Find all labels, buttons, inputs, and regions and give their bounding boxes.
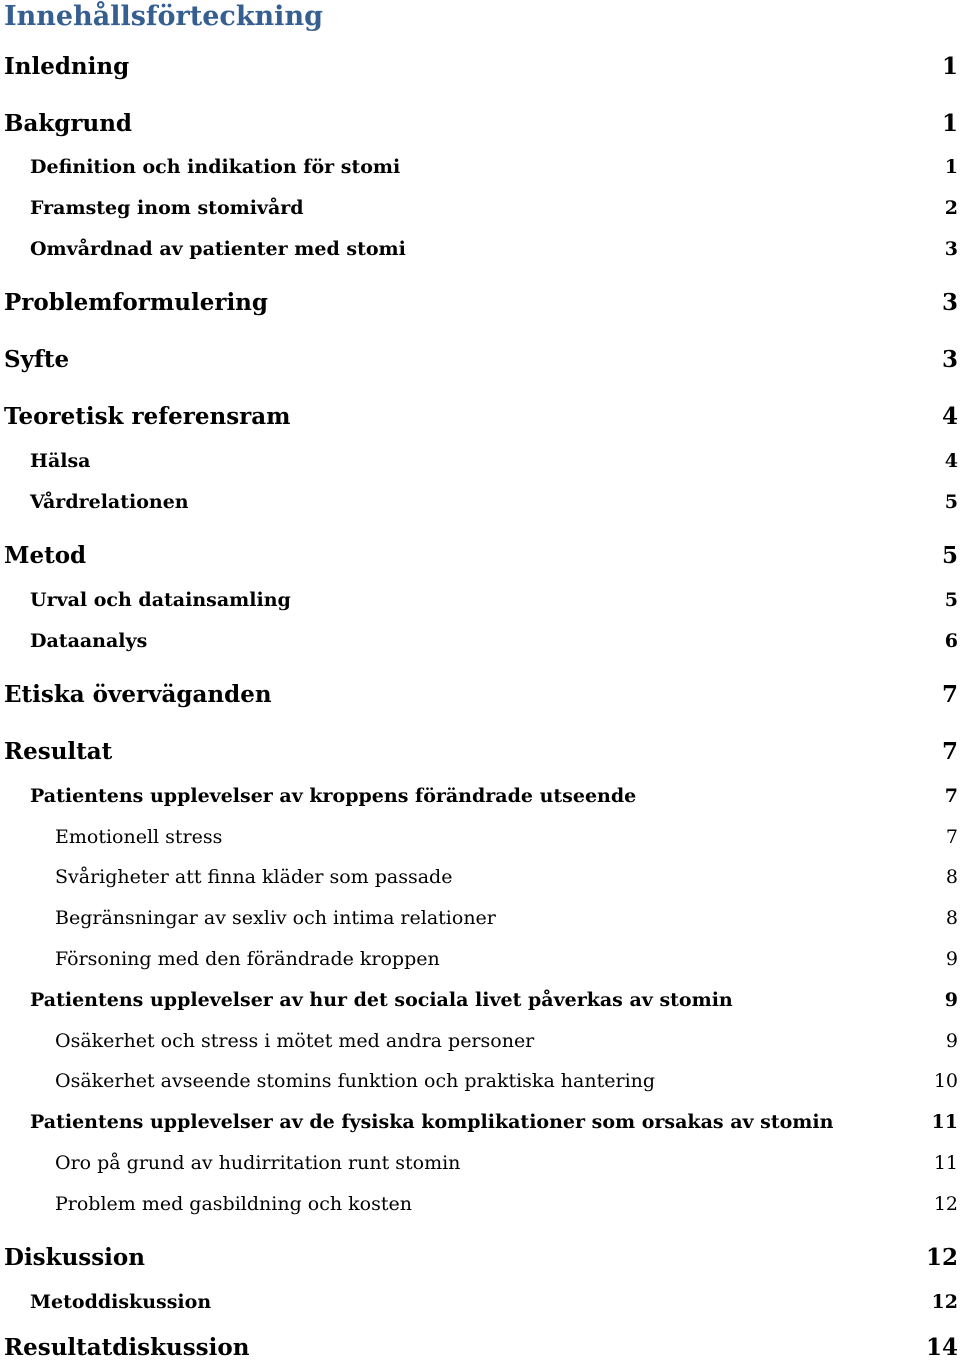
toc-entry-label: Etiska överväganden [4, 681, 272, 708]
toc-entry-label: Dataanalys [30, 630, 148, 652]
toc-entry-page: 7 [944, 785, 958, 807]
toc-entry-page: 5 [941, 542, 958, 569]
toc-entry-page: 12 [933, 1193, 958, 1215]
toc-entry-label: Vårdrelationen [30, 491, 189, 513]
toc-entry-diskussion[interactable] [0, 1243, 960, 1273]
toc-entry-label: Teoretisk referensram [4, 403, 291, 430]
toc-entry-emotionell-stress[interactable] [0, 822, 960, 852]
toc-entry-label: Emotionell stress [55, 826, 223, 848]
toc-entry-metod[interactable] [0, 541, 960, 571]
toc-entry-label: Patientens upplevelser av de fysiska komplikationer som orsakas av stomin [30, 1111, 834, 1133]
toc-entry-omvardnad[interactable] [0, 234, 960, 264]
toc-entry-label: Patientens upplevelser av hur det sociala livet påverkas av stomin [30, 989, 733, 1011]
toc-entry-label: Resultat [4, 738, 113, 765]
toc-entry-label: Begränsningar av sexliv och intima relationer [55, 907, 496, 929]
toc-entry-label: Oro på grund av hudirritation runt stomin [55, 1152, 461, 1174]
toc-entry-page: 11 [931, 1111, 958, 1133]
toc-entry-label: Problemformulering [4, 289, 268, 316]
toc-entry-fysiska-komplikationer[interactable] [0, 1107, 960, 1137]
toc-entry-label: Hälsa [30, 450, 91, 472]
toc-entry-label: Bakgrund [4, 110, 133, 137]
toc-entry-page: 4 [941, 403, 958, 430]
toc-entry-sociala-livet[interactable] [0, 985, 960, 1015]
toc-entry-label: Syfte [4, 346, 70, 373]
toc-entry-resultatdiskussion[interactable] [0, 1333, 960, 1363]
toc-entry-page: 12 [925, 1244, 958, 1271]
toc-entry-label: Diskussion [4, 1244, 145, 1271]
toc-entry-label: Urval och datainsamling [30, 589, 291, 611]
toc-entry-page: 1 [941, 53, 958, 80]
toc-entry-label: Osäkerhet avseende stomins funktion och praktiska hantering [55, 1070, 656, 1092]
toc-entry-dataanalys[interactable] [0, 626, 960, 656]
toc-entry-page: 5 [944, 589, 958, 611]
toc-entry-kroppens-utseende[interactable] [0, 781, 960, 811]
toc-entry-osakerhet-funktion[interactable] [0, 1066, 960, 1096]
toc-entry-halsa[interactable] [0, 446, 960, 476]
toc-entry-label: Resultatdiskussion [4, 1334, 250, 1361]
toc-entry-syfte[interactable] [0, 345, 960, 375]
toc-entry-page: 4 [944, 450, 958, 472]
toc-entry-resultat[interactable] [0, 737, 960, 767]
toc-entry-page: 5 [944, 491, 958, 513]
toc-entry-label: Inledning [4, 53, 130, 80]
toc-entry-teoretisk-referensram[interactable] [0, 402, 960, 432]
toc-entry-page: 1 [944, 156, 958, 178]
toc-entry-page: 9 [945, 948, 958, 970]
toc-entry-forsoning[interactable] [0, 944, 960, 974]
toc-entry-label: Framsteg inom stomivård [30, 197, 304, 219]
toc-entry-gasbildning[interactable] [0, 1189, 960, 1219]
toc-entry-problemformulering[interactable] [0, 288, 960, 318]
toc-entry-label: Försoning med den förändrade kroppen [55, 948, 440, 970]
toc-entry-page: 11 [933, 1152, 958, 1174]
toc-entry-label: Osäkerhet och stress i mötet med andra personer [55, 1030, 535, 1052]
toc-entry-page: 1 [941, 110, 958, 137]
toc-entry-page: 3 [941, 346, 958, 373]
toc-entry-hudirritation[interactable] [0, 1148, 960, 1178]
toc-entry-page: 12 [931, 1291, 958, 1313]
toc-entry-page: 3 [941, 289, 958, 316]
toc-entry-framsteg[interactable] [0, 193, 960, 223]
toc-entry-label: Definition och indikation för stomi [30, 156, 401, 178]
toc-entry-page: 8 [945, 907, 958, 929]
toc-title: Innehållsförteckning [4, 1, 323, 32]
toc-entry-page: 2 [944, 197, 958, 219]
toc-entry-label: Metod [4, 542, 87, 569]
toc-entry-page: 8 [945, 866, 958, 888]
toc-entry-page: 3 [944, 238, 958, 260]
toc-entry-page: 7 [941, 738, 958, 765]
toc-entry-page: 9 [944, 989, 958, 1011]
toc-entry-page: 6 [944, 630, 958, 652]
toc-entry-label: Omvårdnad av patienter med stomi [30, 238, 406, 260]
toc-entry-vardrelationen[interactable] [0, 487, 960, 517]
toc-entry-metoddiskussion[interactable] [0, 1287, 960, 1317]
toc-entry-label: Problem med gasbildning och kosten [55, 1193, 412, 1215]
toc-entry-page: 7 [945, 826, 958, 848]
toc-entry-urval[interactable] [0, 585, 960, 615]
toc-entry-page: 7 [941, 681, 958, 708]
toc-entry-label: Patientens upplevelser av kroppens förändrade utseende [30, 785, 637, 807]
toc-entry-label: Svårigheter att finna kläder som passade [55, 866, 453, 888]
toc-entry-page: 10 [933, 1070, 958, 1092]
toc-entry-klader[interactable] [0, 862, 960, 892]
toc-entry-page: 14 [925, 1334, 958, 1361]
toc-entry-osakerhet-motet[interactable] [0, 1026, 960, 1056]
toc-entry-etiska[interactable] [0, 680, 960, 710]
toc-entry-label: Metoddiskussion [30, 1291, 212, 1313]
toc-entry-definition[interactable] [0, 152, 960, 182]
toc-entry-sexliv[interactable] [0, 903, 960, 933]
toc-entry-page: 9 [945, 1030, 958, 1052]
toc-entry-bakgrund[interactable] [0, 109, 960, 139]
toc-entry-inledning[interactable] [0, 52, 960, 82]
